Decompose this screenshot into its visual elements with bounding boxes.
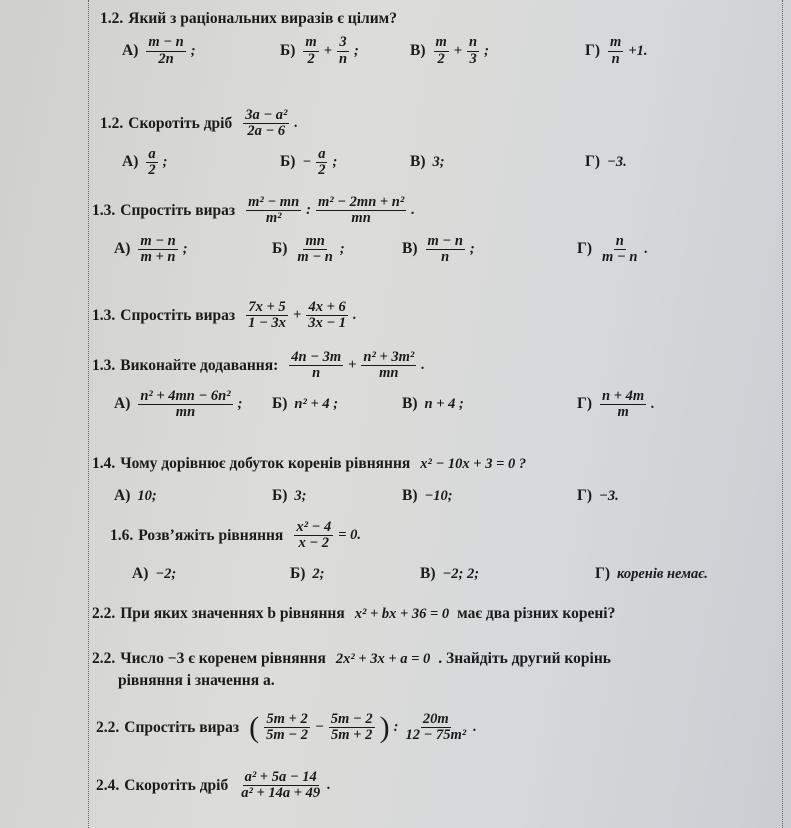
answer-option[interactable] (420, 557, 481, 591)
fraction (426, 234, 465, 265)
option-label: А) (114, 240, 131, 258)
math-token: . (651, 395, 655, 412)
problem-number: 2.2. (96, 718, 120, 736)
math-expression (615, 566, 710, 583)
answer-option[interactable] (272, 479, 309, 513)
math-expression (153, 566, 178, 583)
option-label: В) (410, 42, 426, 59)
answer-options (100, 145, 627, 179)
math-token: . (353, 307, 357, 324)
problem (110, 519, 708, 591)
math-token: ( (249, 710, 260, 744)
math-token: + (323, 42, 332, 59)
option-label: В) (410, 153, 426, 171)
fraction-denominator: 2 (437, 50, 445, 67)
math-expression (423, 234, 477, 265)
math-token: −2; (155, 565, 177, 582)
option-label: Г) (595, 565, 611, 583)
fraction (289, 350, 343, 381)
problem-question (92, 605, 623, 623)
math-token: + (453, 42, 463, 59)
math-token: ; (354, 42, 359, 59)
option-label: Г) (577, 487, 593, 504)
answer-options (110, 557, 708, 591)
math-token: 10; (137, 487, 157, 504)
math-expression (292, 488, 308, 505)
answer-option[interactable] (402, 232, 477, 266)
math-token: ; (469, 240, 475, 257)
option-label: В) (402, 240, 418, 258)
fraction-denominator: 2a − 6 (247, 123, 286, 140)
fraction-denominator: 2 (318, 161, 326, 178)
problem-number: 1.4. (92, 455, 116, 472)
problem-text: При яких значеннях b рівняння (120, 605, 345, 622)
math-token: = 0. (338, 527, 361, 544)
answer-option[interactable] (577, 479, 621, 513)
fraction (246, 195, 301, 226)
math-token: . (473, 719, 477, 736)
math-expression (236, 770, 333, 801)
answer-option[interactable] (410, 34, 491, 68)
problem-text: Скоротіть дріб (128, 114, 233, 132)
fraction-denominator: m + n (140, 248, 176, 265)
problem-text: Виконайте додавання: (120, 356, 279, 374)
problem-text: Чому дорівнює добуток коренів рівняння (120, 455, 411, 472)
fraction-numerator: x² − 4 (296, 519, 332, 535)
math-token: : (306, 202, 311, 219)
answer-option[interactable] (114, 232, 190, 266)
problem-number: 1.3. (92, 306, 116, 324)
math-token: −10; (424, 487, 453, 504)
math-expression (418, 456, 528, 473)
option-label: Б) (290, 565, 306, 583)
math-expression (135, 389, 244, 420)
fraction-numerator: 3a − a² (245, 107, 288, 123)
answer-option[interactable] (272, 387, 340, 421)
answer-option[interactable] (272, 232, 347, 266)
problem-number: 2.2. (92, 650, 116, 667)
math-expression (423, 396, 466, 413)
math-expression (143, 147, 169, 178)
fraction (329, 712, 375, 743)
math-expression (300, 147, 339, 178)
fraction (264, 712, 310, 743)
math-expression (292, 234, 346, 265)
fraction (295, 234, 334, 265)
fraction-denominator: x − 2 (298, 535, 330, 552)
fraction-numerator: m − n (427, 232, 463, 249)
fraction-numerator: a² + 5a − 14 (244, 769, 317, 785)
math-token: ; (182, 240, 188, 257)
fraction-numerator: m − n (148, 34, 184, 51)
math-token: n + 4 ; (424, 395, 464, 412)
math-token: − (302, 153, 312, 170)
answer-option[interactable] (585, 34, 649, 68)
fraction-numerator: n + 4m (602, 387, 645, 404)
math-token: ; (339, 240, 345, 257)
problem-text: Спростіть вираз (120, 201, 236, 219)
problem-number: 2.4. (96, 776, 120, 794)
answer-options (92, 387, 655, 421)
problem-text: Спростіть вираз (120, 306, 236, 324)
answer-option[interactable] (122, 145, 169, 179)
problem-text-continued: рівняння і значення a. (118, 672, 275, 689)
answer-option[interactable] (280, 34, 361, 68)
fraction-denominator: m − n (297, 248, 333, 265)
problem-text: Який з раціональних виразів є цілим? (128, 10, 397, 27)
math-token: . (644, 240, 649, 257)
fraction-denominator: n (611, 50, 620, 67)
fraction (467, 35, 479, 66)
option-label: А) (114, 395, 131, 413)
fraction-numerator: 5m − 2 (330, 711, 373, 727)
problem (100, 107, 627, 179)
problem-question (100, 108, 300, 139)
option-label: А) (132, 565, 149, 583)
fraction-denominator: m − n (602, 248, 638, 265)
math-token: n² + 4 ; (294, 395, 339, 412)
problem-number: 1.2. (100, 10, 124, 27)
option-label: Г) (585, 42, 601, 59)
math-token: ; (190, 42, 196, 59)
fraction-denominator: 5m − 2 (266, 727, 308, 744)
option-label: А) (122, 153, 139, 171)
fraction-denominator: m² (265, 210, 282, 227)
problem-text-after: . Знайдіть другий корінь (438, 650, 611, 667)
math-expression (605, 35, 649, 66)
problem (92, 650, 619, 690)
fraction-denominator: 3 (469, 50, 477, 67)
fraction-numerator: 4n − 3m (291, 349, 342, 365)
fraction-denominator: 2 (307, 50, 315, 67)
math-token: + (292, 307, 302, 324)
problem-text: Число −3 є коренем рівняння (120, 650, 326, 667)
math-expression (423, 488, 455, 505)
problem (92, 300, 359, 331)
math-expression (605, 154, 629, 171)
math-token: − (314, 719, 324, 736)
problem-number: 1.6. (110, 526, 134, 544)
answer-options (100, 34, 648, 68)
problem-number: 1.2. (100, 114, 124, 132)
math-expression (334, 651, 432, 668)
fraction-denominator: 2n (158, 50, 174, 67)
fraction (608, 35, 623, 66)
math-token: коренів немає. (617, 565, 708, 582)
problem (92, 605, 623, 623)
answer-option[interactable] (114, 479, 159, 513)
math-token: . (421, 357, 425, 374)
fraction (361, 350, 416, 381)
problem-question (92, 195, 417, 226)
answer-option[interactable] (114, 387, 244, 421)
option-label: В) (402, 395, 418, 413)
problem (92, 194, 649, 266)
option-label: В) (402, 487, 418, 504)
fraction (239, 770, 322, 801)
fraction-numerator: 20m (422, 711, 449, 727)
fraction (246, 300, 288, 331)
math-token: 2; (312, 565, 325, 582)
fraction (138, 234, 177, 265)
problem-text-after: має два різних корені? (457, 605, 616, 622)
problem (96, 712, 479, 743)
fraction (403, 712, 468, 743)
answer-option[interactable] (402, 479, 455, 513)
answer-option[interactable] (402, 387, 466, 421)
fraction-numerator: n² + 3m² (363, 349, 415, 365)
math-expression (353, 606, 451, 623)
math-token: + (348, 357, 357, 374)
math-token: −3. (607, 153, 627, 170)
fraction (146, 35, 185, 66)
fraction-numerator: n (469, 34, 478, 51)
option-label: Б) (272, 395, 288, 413)
fraction (337, 35, 349, 66)
fraction-numerator: mn (305, 232, 325, 249)
math-token: −3. (599, 487, 619, 504)
option-label: Б) (272, 240, 288, 258)
fraction-denominator: mn (379, 365, 399, 382)
fraction-denominator: 5m + 2 (331, 727, 373, 744)
fraction-denominator: mn (175, 403, 196, 420)
math-expression (431, 35, 491, 66)
math-token: 3; (294, 487, 307, 504)
option-label: Б) (280, 153, 296, 171)
answer-option[interactable] (585, 145, 629, 179)
problem-question (92, 455, 528, 473)
fraction-numerator: a (148, 145, 156, 162)
fraction-numerator: m² − 2mn + n² (318, 194, 405, 210)
fraction-denominator: 3x − 1 (308, 315, 346, 332)
problem-text: Спростіть вираз (124, 718, 240, 736)
fraction-numerator: 3 (339, 34, 347, 51)
math-token: . (294, 115, 298, 132)
math-expression (597, 234, 650, 265)
math-token: 2x² + 3x + a = 0 (335, 650, 431, 667)
option-label: В) (420, 565, 436, 583)
fraction-numerator: m (435, 34, 447, 51)
problem-question (92, 300, 359, 331)
math-expression (135, 234, 189, 265)
fraction (600, 234, 639, 265)
math-token: x² + bx + 36 = 0 (354, 605, 450, 622)
math-expression (292, 396, 340, 413)
fraction-denominator: m (617, 403, 629, 420)
answer-option[interactable] (595, 557, 710, 591)
option-label: Б) (272, 487, 288, 504)
fraction-numerator: n (615, 232, 624, 249)
problem (92, 455, 619, 513)
fraction (316, 147, 327, 178)
fraction-numerator: 5m + 2 (266, 711, 308, 727)
option-label: Б) (280, 42, 296, 59)
math-token: . (411, 202, 415, 219)
fraction (146, 147, 157, 178)
problem-question (96, 770, 333, 801)
answer-option[interactable] (132, 557, 178, 591)
math-expression (247, 712, 479, 743)
fraction-denominator: 2 (148, 161, 156, 178)
problem-number: 1.3. (92, 201, 116, 219)
fraction (303, 35, 318, 66)
math-expression (310, 566, 326, 583)
page-edge-right (782, 0, 783, 828)
page-edge-left (88, 0, 89, 828)
answer-option[interactable] (577, 387, 657, 421)
math-token: : (393, 719, 399, 736)
math-token: ; (237, 395, 243, 412)
problem-question (110, 520, 363, 551)
fraction (138, 389, 232, 420)
problem-question (100, 10, 405, 28)
fraction (316, 195, 406, 226)
fraction-numerator: a (318, 145, 326, 162)
answer-option[interactable] (410, 145, 447, 179)
fraction-numerator: m² − mn (248, 194, 300, 210)
math-token: x² − 10x + 3 = 0 ? (420, 455, 527, 472)
fraction-numerator: n² + 4mn − 6n² (140, 387, 231, 404)
option-label: Г) (577, 240, 593, 258)
math-expression (597, 488, 621, 505)
answer-option[interactable] (577, 232, 650, 266)
fraction-denominator: mn (351, 210, 371, 227)
option-label: Г) (577, 395, 593, 413)
math-expression (143, 35, 197, 66)
problem-number: 2.2. (92, 605, 116, 622)
answer-options (92, 479, 619, 513)
fraction (294, 520, 333, 551)
fraction-denominator: 1 − 3x (248, 315, 286, 332)
problem-question (96, 712, 479, 743)
math-expression (135, 488, 158, 505)
fraction-numerator: m − n (140, 232, 176, 249)
math-token: . (327, 777, 331, 794)
math-token: −2; 2; (442, 565, 480, 582)
math-expression (243, 300, 358, 331)
fraction (600, 389, 646, 420)
option-label: Г) (585, 153, 601, 171)
math-expression (291, 520, 363, 551)
problem (92, 349, 655, 421)
fraction-denominator: a² + 14a + 49 (241, 785, 321, 802)
math-token: 3; (432, 153, 445, 170)
math-expression (240, 108, 300, 139)
fraction-denominator: 12 − 75m² (405, 727, 467, 744)
fraction-numerator: 7x + 5 (248, 299, 286, 315)
answer-option[interactable] (290, 557, 327, 591)
problem-text: Розв’яжіть рівняння (138, 526, 284, 544)
problem-number: 1.3. (92, 356, 116, 374)
math-token: ; (484, 42, 489, 59)
problem (100, 10, 648, 68)
answer-option[interactable] (280, 145, 339, 179)
math-expression (300, 35, 360, 66)
math-token: ) (379, 710, 390, 744)
problem-question (92, 650, 619, 668)
math-expression (597, 389, 657, 420)
math-expression (243, 195, 417, 226)
option-label: А) (114, 487, 131, 504)
math-expression (431, 154, 447, 171)
fraction-numerator: 4x + 6 (308, 299, 346, 315)
fraction-numerator: m (610, 34, 622, 51)
problem-text: Скоротіть дріб (124, 776, 229, 794)
fraction (306, 300, 348, 331)
fraction (243, 108, 289, 139)
fraction-denominator: n (338, 50, 348, 67)
fraction-numerator: m (305, 34, 317, 51)
fraction-denominator: n (441, 248, 450, 265)
answer-option[interactable] (122, 34, 198, 68)
problem (96, 770, 333, 801)
math-token: +1. (628, 42, 648, 59)
fraction (434, 35, 449, 66)
math-expression (441, 566, 482, 583)
math-expression (286, 350, 427, 381)
option-label: А) (122, 42, 139, 59)
math-token: ; (332, 153, 338, 170)
math-token: ; (162, 153, 168, 170)
fraction-denominator: n (312, 365, 321, 382)
problem-question (92, 350, 427, 381)
answer-options (92, 232, 649, 266)
